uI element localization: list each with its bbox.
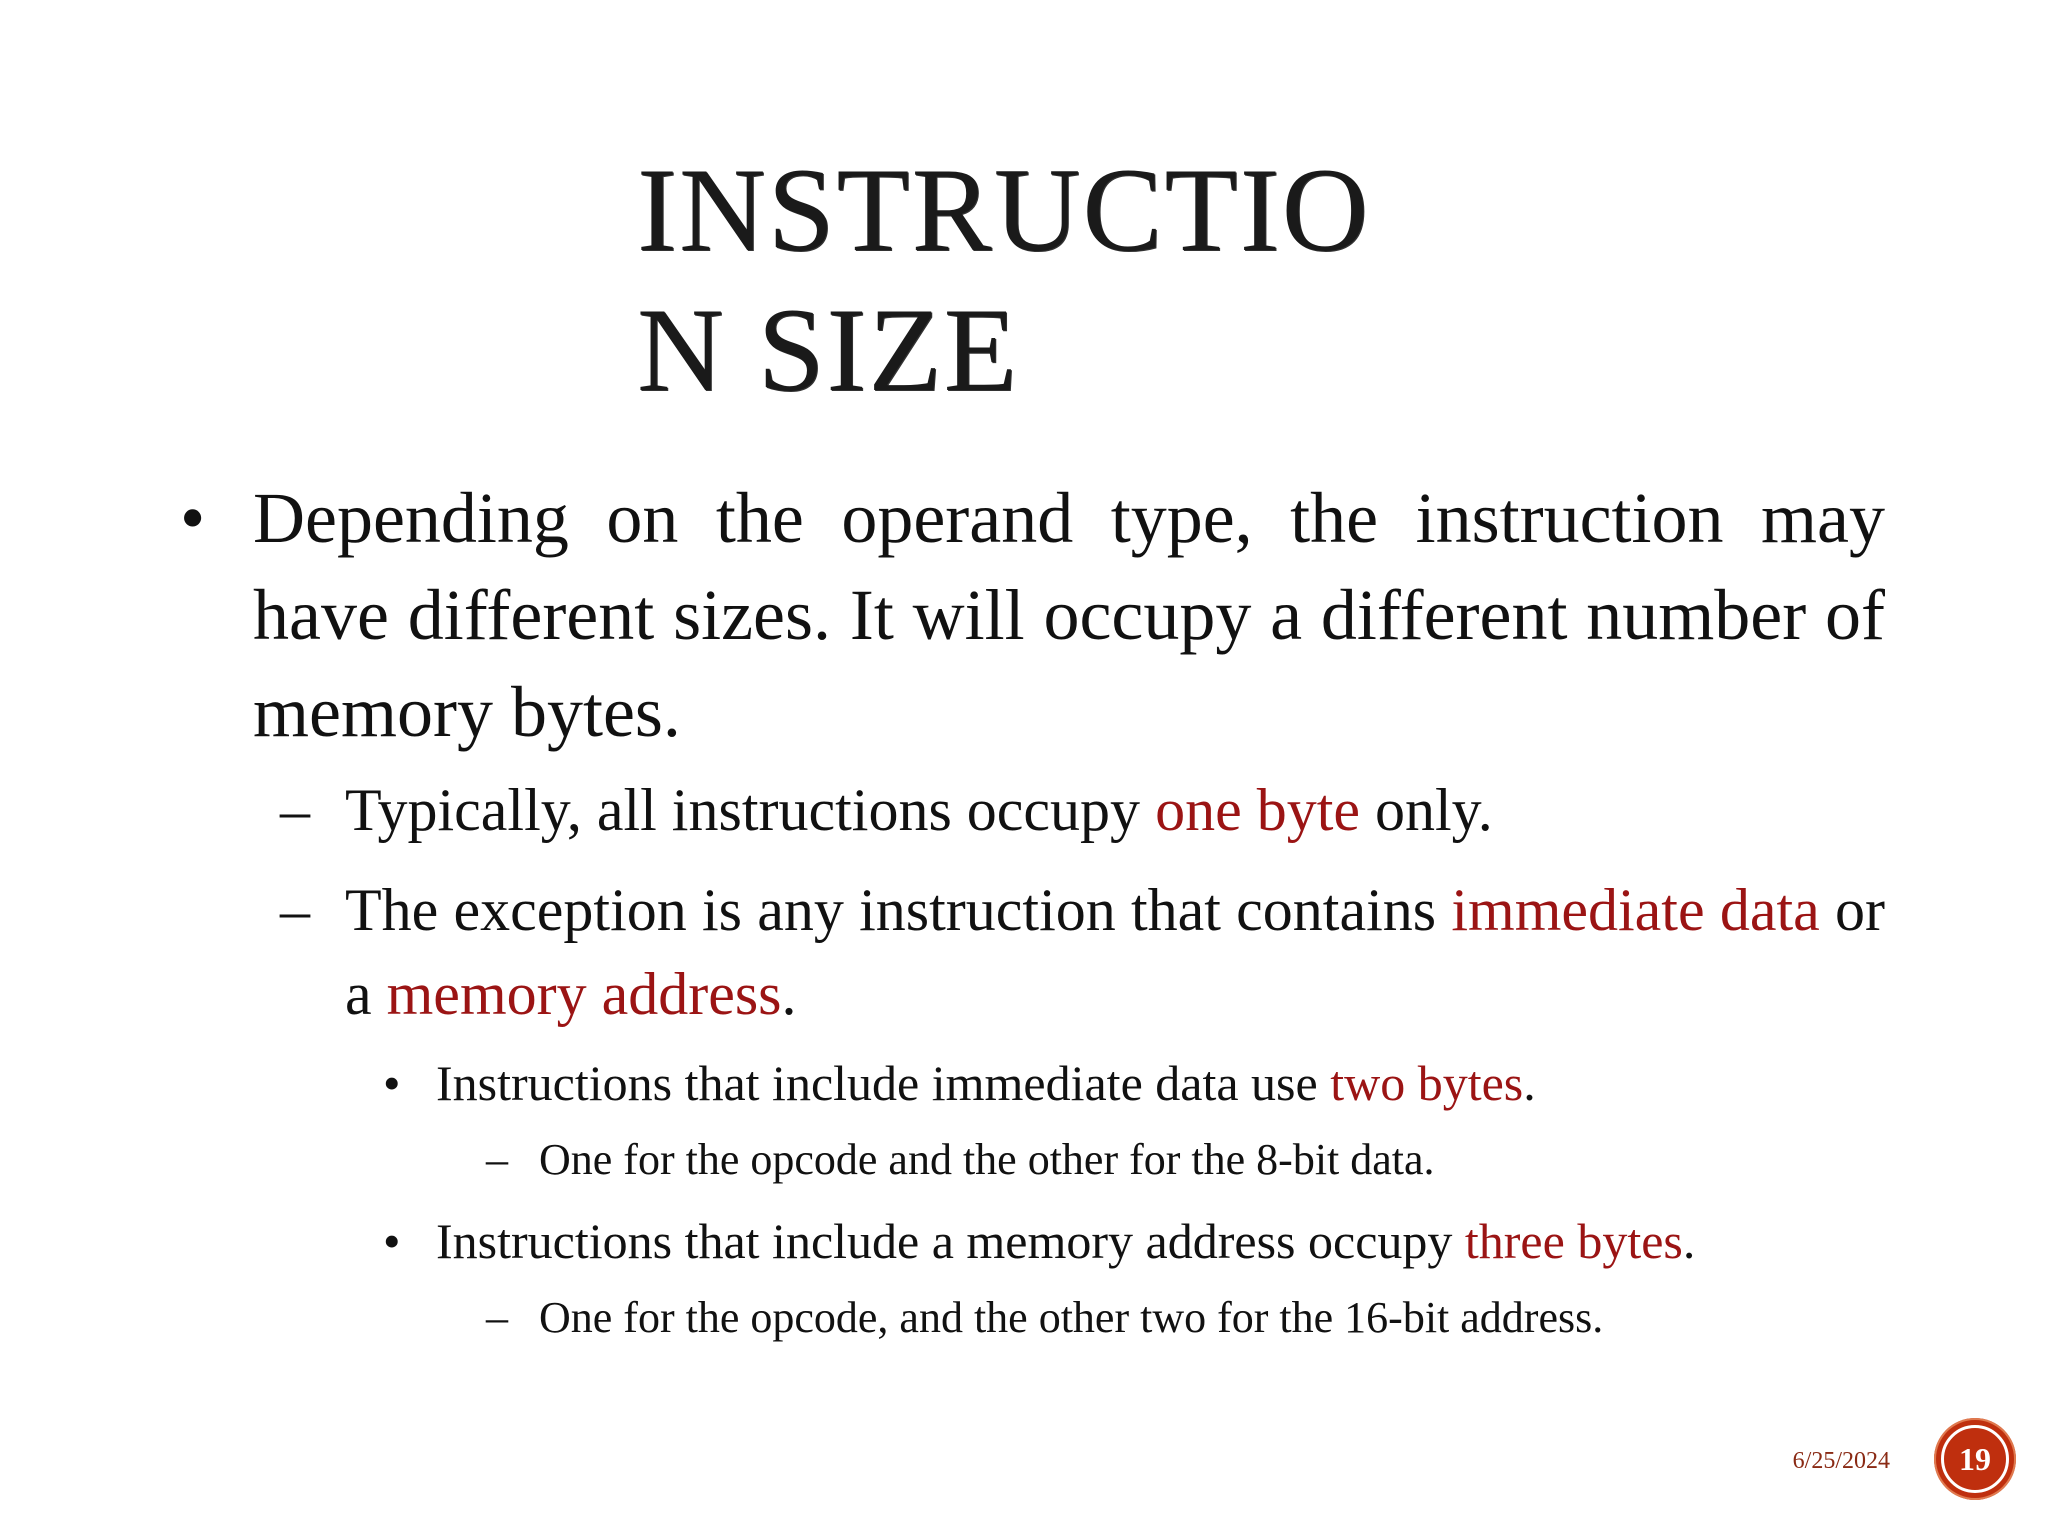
sub-sub-bullet-text: Instructions that include immediate data use xyxy=(436,1055,1331,1111)
sub-bullet-text: Typically, all instructions occupy xyxy=(345,777,1156,843)
main-bullet-text: Depending on the operand type, the instruction may have different sizes. It will occupy a different number of memory bytes. xyxy=(253,478,1885,752)
sub-bullet-text: The exception is any instruction that contains xyxy=(345,877,1452,943)
highlight-memory-address: memory address xyxy=(386,961,782,1027)
page-number-badge xyxy=(1934,1418,2016,1500)
sub-sub-bullet-text: . xyxy=(1682,1213,1696,1269)
highlight-one-byte: one byte xyxy=(1155,777,1360,843)
dash-marker: – xyxy=(486,1135,508,1184)
slide-title xyxy=(637,140,1457,420)
bullet-marker: • xyxy=(383,1213,401,1269)
slide-title-line-1: INSTRUCTIO xyxy=(637,143,1371,276)
detail-16-bit: One for the opcode, and the other two for the 16-bit address. xyxy=(539,1293,1604,1342)
page-number: 19 xyxy=(1959,1440,1991,1477)
bullet-marker: • xyxy=(180,478,206,558)
highlight-two-bytes: two bytes xyxy=(1330,1055,1524,1111)
dash-marker: – xyxy=(486,1293,508,1342)
sub-bullet-exception xyxy=(345,868,1885,1036)
slide-date: 6/25/2024 xyxy=(1792,1448,1890,1474)
sub-bullet-text: only. xyxy=(1360,777,1493,843)
dash-marker: – xyxy=(280,777,310,843)
sub-bullet-text: or a xyxy=(345,877,1885,1027)
slide-title-line-2: N SIZE xyxy=(637,283,1019,416)
sub-bullet-one-byte xyxy=(345,768,1885,852)
sub-sub-bullet-three-bytes xyxy=(436,1208,1886,1274)
sub-sub-bullet-two-bytes xyxy=(436,1050,1886,1116)
sub-bullet-text: . xyxy=(781,961,797,1027)
highlight-immediate-data: immediate data xyxy=(1451,877,1820,943)
sub-sub-bullet-text: Instructions that include a memory address occupy xyxy=(436,1213,1465,1269)
sub-sub-bullet-text: . xyxy=(1523,1055,1536,1111)
highlight-three-bytes: three bytes xyxy=(1464,1213,1683,1269)
dash-marker: – xyxy=(280,877,310,943)
bullet-marker: • xyxy=(383,1055,401,1111)
detail-8-bit: One for the opcode and the other for the 8-bit data. xyxy=(539,1135,1435,1184)
